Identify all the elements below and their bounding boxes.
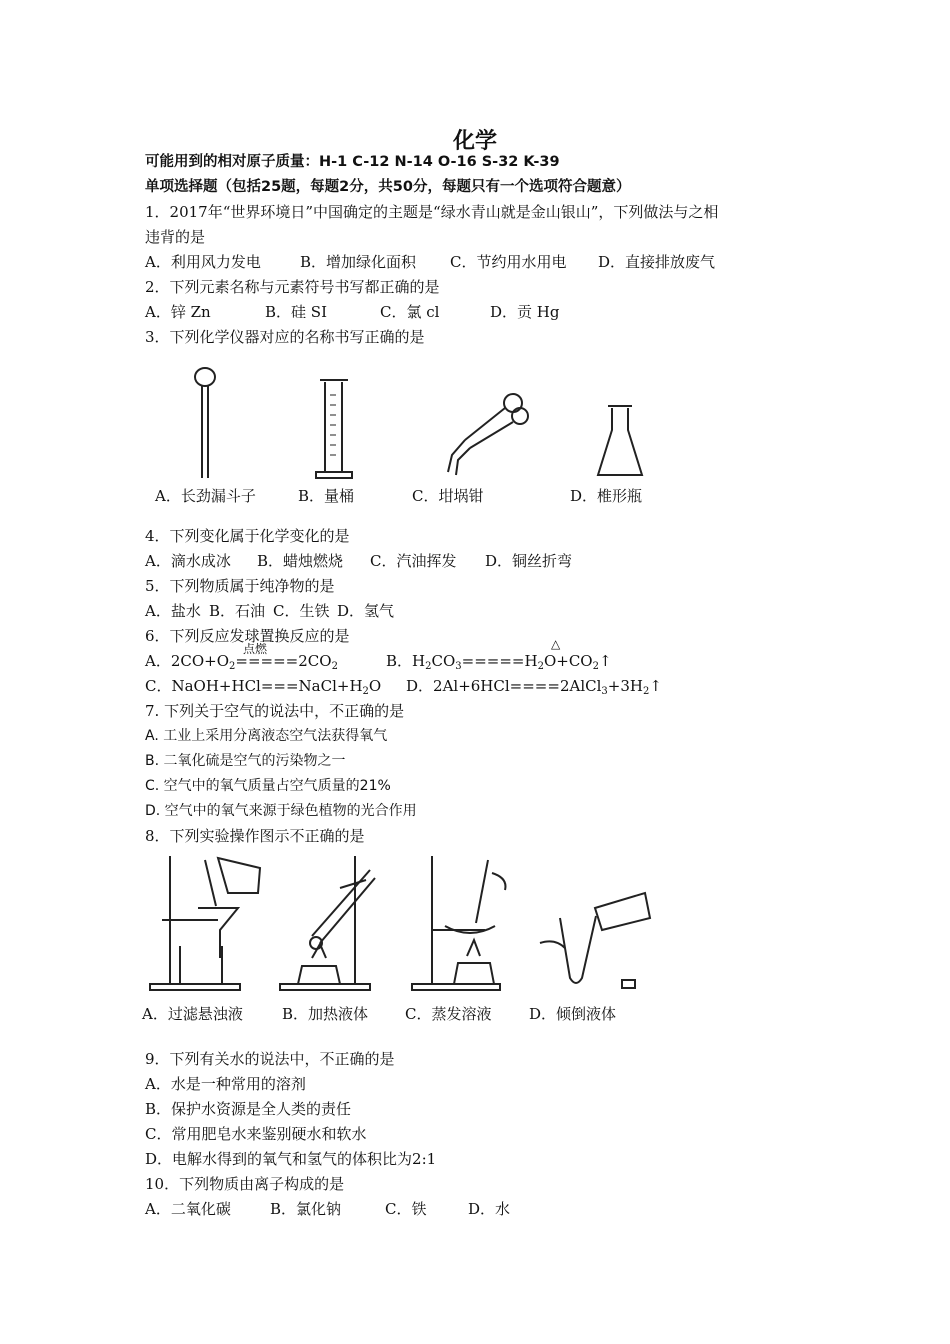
q7-option-c: C. 空气中的氧气质量占空气质量的21% bbox=[145, 778, 391, 794]
q6-c-text: C．NaOH+HCl===NaCl+H bbox=[145, 677, 363, 695]
graduated-cylinder-icon bbox=[316, 380, 352, 478]
q4-option-a: A．滴水成冰 bbox=[145, 552, 231, 570]
q3-options bbox=[155, 486, 642, 506]
q6-b-text2: CO bbox=[431, 652, 456, 670]
q3-stem: 3．下列化学仪器对应的名称书写正确的是 bbox=[145, 328, 425, 346]
q6-b-sub2: 3 bbox=[455, 661, 462, 672]
q5-stem: 5．下列物质属于纯净物的是 bbox=[145, 577, 335, 595]
conical-flask-icon bbox=[598, 406, 642, 475]
q6-b-text: B．H bbox=[386, 652, 426, 670]
q3-instruments-figure bbox=[180, 360, 660, 485]
atomic-mass-line: 可能用到的相对原子质量：H-1 C-12 N-14 O-16 S-32 K-39 bbox=[145, 154, 560, 170]
q5-option-b: B．石油 bbox=[209, 602, 266, 620]
q6-b-text4: O+CO bbox=[543, 652, 593, 670]
q5-option-a: A．盐水 bbox=[145, 602, 201, 620]
q6-b-text3: =====H bbox=[461, 652, 538, 670]
q6-condition-heat: △ bbox=[551, 637, 561, 651]
crucible-tongs-icon bbox=[448, 394, 528, 475]
q6-a-sub2: 2 bbox=[331, 661, 338, 672]
q10-option-a: A．二氧化碳 bbox=[145, 1200, 231, 1218]
q8-option-d: D．倾倒液体 bbox=[529, 1005, 617, 1023]
q2-stem: 2．下列元素名称与元素符号书写都正确的是 bbox=[145, 278, 440, 296]
page-title: 化学 bbox=[452, 129, 497, 154]
q5-options bbox=[145, 601, 394, 621]
q9-option-c: C．常用肥皂水来鉴别硬水和软水 bbox=[145, 1125, 367, 1143]
q7-option-d: D. 空气中的氧气来源于绿色植物的光合作用 bbox=[145, 803, 417, 819]
q7-stem: 7. 下列关于空气的说法中，不正确的是 bbox=[145, 702, 405, 720]
q1-option-b: B．增加绿化面积 bbox=[300, 253, 417, 271]
q4-stem: 4．下列变化属于化学变化的是 bbox=[145, 527, 350, 545]
q2-option-d: D．贡 Hg bbox=[490, 303, 560, 321]
q4-option-c: C．汽油挥发 bbox=[370, 552, 457, 570]
q7-option-a: A. 工业上采用分离液态空气法获得氧气 bbox=[145, 728, 388, 744]
q1-stem-line2: 违背的是 bbox=[145, 228, 206, 246]
q2-option-c: C．氯 cl bbox=[380, 303, 440, 321]
heating-test-tube-icon bbox=[280, 856, 375, 990]
q9-option-a: A．水是一种常用的溶剂 bbox=[145, 1075, 306, 1093]
q1-options bbox=[145, 252, 715, 272]
q2-options bbox=[145, 302, 559, 322]
q6-a-text: A．2CO+O bbox=[145, 652, 230, 670]
q4-options bbox=[145, 551, 572, 571]
q8-option-b: B．加热液体 bbox=[282, 1005, 369, 1023]
q10-option-d: D．水 bbox=[468, 1200, 511, 1218]
q5-option-d: D．氢气 bbox=[337, 602, 395, 620]
q1-option-a: A．利用风力发电 bbox=[145, 253, 261, 271]
q6-stem: 6．下列反应发球置换反应的是 bbox=[145, 627, 350, 645]
q10-option-c: C．铁 bbox=[385, 1200, 427, 1218]
q3-option-d: D．椎形瓶 bbox=[570, 487, 643, 505]
q4-option-b: B．蜡烛燃烧 bbox=[257, 552, 344, 570]
q1-option-c: C．节约用水用电 bbox=[450, 253, 567, 271]
q6-condition-ignite: 点燃 bbox=[243, 642, 268, 656]
filtration-setup-icon bbox=[150, 856, 260, 990]
q2-option-a: A．锌 Zn bbox=[145, 303, 211, 321]
q6-c-text2: O bbox=[368, 677, 382, 695]
q1-stem-line1: 1．2017年“世界环境日”中国确定的主题是“绿水青山就是金山银山”，下列做法与之相 bbox=[145, 203, 719, 221]
pouring-liquid-icon bbox=[540, 893, 650, 988]
q6-d-text2: +3H bbox=[607, 677, 643, 695]
q9-option-b: B．保护水资源是全人类的责任 bbox=[145, 1100, 352, 1118]
q3-option-c: C．坩埚钳 bbox=[412, 487, 484, 505]
q6-d-sub2: 2 bbox=[642, 686, 650, 697]
q4-option-d: D．铜丝折弯 bbox=[485, 552, 573, 570]
q7-option-b: B. 二氧化硫是空气的污染物之一 bbox=[145, 753, 346, 769]
section-heading: 单项选择题（包括25题，每题2分，共50分，每题只有一个选项符合题意） bbox=[145, 179, 631, 195]
q3-option-b: B．量桶 bbox=[298, 487, 355, 505]
q2-option-b: B．硅 SI bbox=[265, 303, 327, 321]
long-neck-funnel-icon bbox=[195, 368, 215, 478]
gas-arrow-icon: ↑ bbox=[598, 652, 612, 670]
q10-stem: 10．下列物质由离子构成的是 bbox=[145, 1175, 345, 1193]
q6-option-a bbox=[145, 651, 338, 671]
q6-option-d bbox=[406, 676, 662, 696]
q9-option-d: D．电解水得到的氧气和氢气的体积比为2:1 bbox=[145, 1150, 437, 1168]
gas-arrow-icon: ↑ bbox=[649, 677, 662, 695]
q6-a-text2: =====2CO bbox=[235, 652, 332, 670]
q9-stem: 9．下列有关水的说法中，不正确的是 bbox=[145, 1050, 395, 1068]
q6-option-c bbox=[145, 676, 381, 696]
q8-lab-operations-figure bbox=[140, 848, 665, 998]
q8-option-a: A．过滤悬浊液 bbox=[142, 1005, 243, 1023]
q6-d-sub1: 3 bbox=[601, 686, 608, 697]
q10-options bbox=[145, 1199, 510, 1219]
q8-option-c: C．蒸发溶液 bbox=[405, 1005, 492, 1023]
q6-d-text: D．2Al+6HCl====2AlCl bbox=[406, 677, 602, 695]
q8-options bbox=[142, 1004, 616, 1024]
q5-option-c: C．生铁 bbox=[273, 602, 330, 620]
q6-option-b bbox=[386, 651, 612, 671]
q6-c-sub: 2 bbox=[362, 686, 369, 697]
q6-b-sub4: 2 bbox=[592, 661, 599, 672]
q6-b-sub1: 2 bbox=[425, 661, 432, 672]
q8-stem: 8．下列实验操作图示不正确的是 bbox=[145, 827, 365, 845]
q6-b-sub3: 2 bbox=[537, 661, 544, 672]
evaporation-setup-icon bbox=[412, 856, 505, 990]
q6-a-sub: 2 bbox=[229, 661, 236, 672]
q3-option-a: A．长劲漏斗子 bbox=[155, 487, 256, 505]
q1-option-d: D．直接排放废气 bbox=[598, 253, 716, 271]
q10-option-b: B．氯化钠 bbox=[270, 1200, 342, 1218]
